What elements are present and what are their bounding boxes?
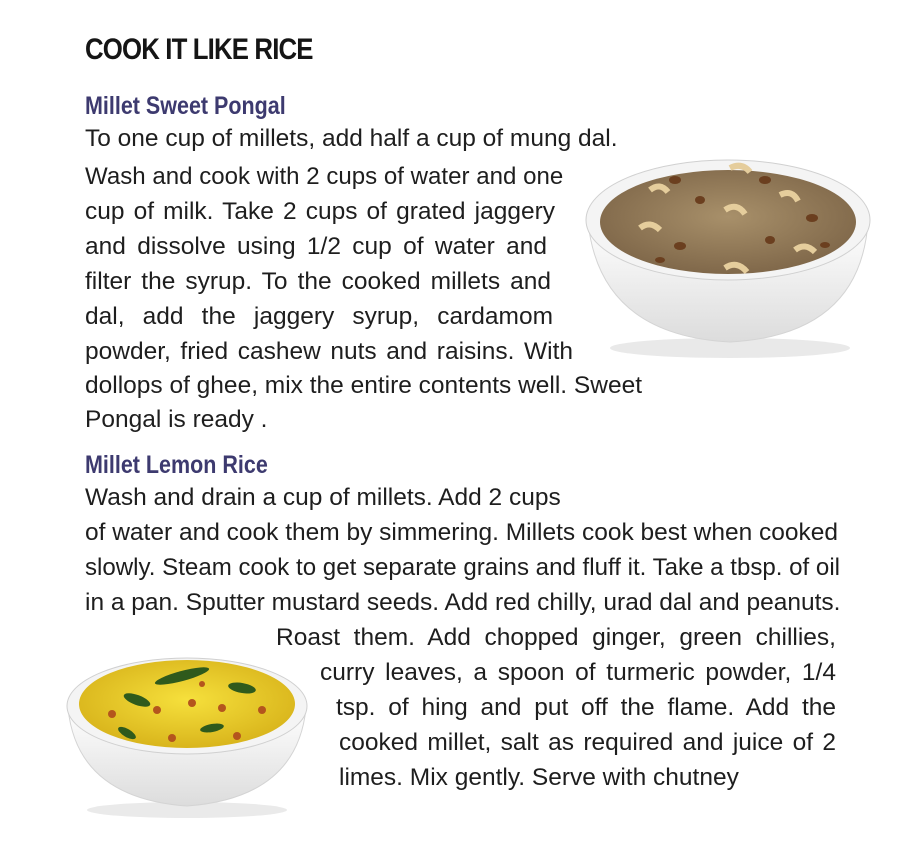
recipe-text-line: filter the syrup. To the cooked millets and	[85, 268, 551, 295]
recipe-title-sweet-pongal: Millet Sweet Pongal	[85, 92, 286, 120]
recipe-text-line: tsp. of hing and put off the flame. Add the	[336, 694, 836, 721]
recipe-text-line: powder, fried cashew nuts and raisins. With	[85, 338, 573, 365]
page-title: COOK IT LIKE RICE	[85, 33, 313, 66]
recipe-title-lemon-rice: Millet Lemon Rice	[85, 451, 268, 479]
recipe-text-line: To one cup of millets, add half a cup of mung dal.	[85, 125, 618, 152]
lemon-rice-bowl-image	[62, 648, 312, 823]
recipe-text-line: dal, add the jaggery syrup, cardamom	[85, 303, 553, 330]
recipe-text-line: Wash and cook with 2 cups of water and one	[85, 163, 564, 190]
recipe-text-line: cup of milk. Take 2 cups of grated jaggery	[85, 198, 555, 225]
recipe-text-line: limes. Mix gently. Serve with chutney	[339, 764, 739, 791]
recipe-text-line: Wash and drain a cup of millets. Add 2 cups	[85, 484, 561, 511]
recipe-text-line: Pongal is ready .	[85, 406, 268, 433]
recipe-text-line: cooked millet, salt as required and juice of 2	[339, 729, 836, 756]
recipe-text-line: in a pan. Sputter mustard seeds. Add red chilly, urad dal and peanuts.	[85, 589, 841, 616]
recipe-text-line: curry leaves, a spoon of turmeric powder, 1/4	[320, 659, 836, 686]
recipe-text-line: of water and cook them by simmering. Millets cook best when cooked	[85, 519, 839, 546]
sweet-pongal-bowl-image	[580, 150, 875, 365]
recipe-text-line: and dissolve using 1/2 cup of water and	[85, 233, 547, 260]
recipe-text-line: dollops of ghee, mix the entire contents well. Sweet	[85, 372, 643, 399]
recipe-text-line: slowly. Steam cook to get separate grains and fluff it. Take a tbsp. of oil	[85, 554, 841, 581]
recipe-text-line: Roast them. Add chopped ginger, green chillies,	[276, 624, 836, 651]
